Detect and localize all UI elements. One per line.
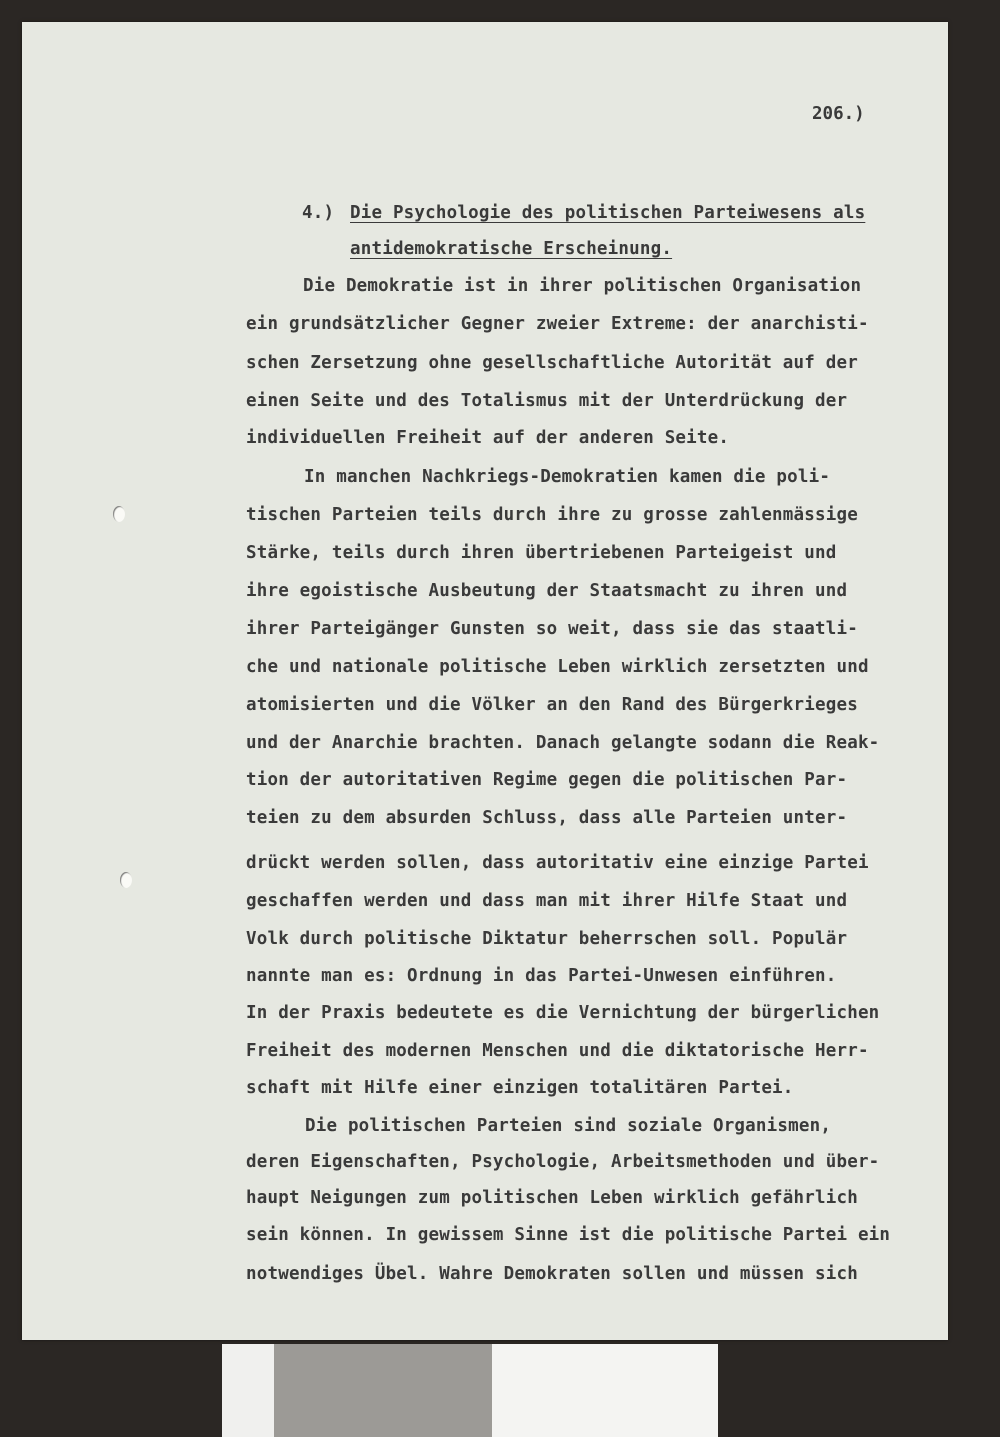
text-line: ihrer Parteigänger Gunsten so weit, dass sie das staatli- — [246, 619, 858, 639]
calibration-patch — [274, 1344, 492, 1437]
text-line: Freiheit des modernen Menschen und die diktatorische Herr- — [246, 1041, 869, 1061]
text-line: deren Eigenschaften, Psychologie, Arbeitsmethoden und über- — [246, 1152, 880, 1172]
text-line: tion der autoritativen Regime gegen die politischen Par- — [246, 770, 848, 790]
text-line: ein grundsätzlicher Gegner zweier Extreme: der anarchisti- — [246, 314, 869, 334]
text-line: Volk durch politische Diktatur beherrschen soll. Populär — [246, 929, 848, 949]
text-line: Die politischen Parteien sind soziale Organismen, — [305, 1116, 832, 1136]
text-line: In der Praxis bedeutete es die Vernichtung der bürgerlichen — [246, 1003, 880, 1023]
text-line: drückt werden sollen, dass autoritativ eine einzige Partei — [246, 853, 869, 873]
heading-title-line-1: Die Psychologie des politischen Parteiwesens als — [350, 203, 866, 223]
text-line: nannte man es: Ordnung in das Partei-Unwesen einführen. — [246, 966, 837, 986]
punch-hole-upper — [113, 506, 125, 522]
text-line: sein können. In gewissem Sinne ist die politische Partei ein — [246, 1225, 891, 1245]
text-line: In manchen Nachkriegs-Demokratien kamen die poli- — [304, 467, 831, 487]
text-line: und der Anarchie brachten. Danach gelangte sodann die Reak- — [246, 733, 880, 753]
text-line: Die Demokratie ist in ihrer politischen Organisation — [303, 276, 862, 296]
heading-title-line-2: antidemokratische Erscheinung. — [350, 239, 673, 259]
heading-number: 4.) — [302, 203, 335, 223]
calibration-patch — [222, 1344, 274, 1437]
calibration-patch — [492, 1344, 718, 1437]
punch-hole-lower — [120, 872, 132, 888]
text-line: geschaffen werden und dass man mit ihrer Hilfe Staat und — [246, 891, 848, 911]
text-line: che und nationale politische Leben wirklich zersetzten und — [246, 657, 869, 677]
text-line: atomisierten und die Völker an den Rand des Bürgerkrieges — [246, 695, 858, 715]
text-line: ihre egoistische Ausbeutung der Staatsmacht zu ihren und — [246, 581, 848, 601]
text-line: Stärke, teils durch ihren übertriebenen Parteigeist und — [246, 543, 837, 563]
text-line: notwendiges Übel. Wahre Demokraten sollen und müssen sich — [246, 1264, 858, 1284]
text-line: individuellen Freiheit auf der anderen Seite. — [246, 428, 730, 448]
color-calibration-strip — [222, 1344, 718, 1437]
text-line: einen Seite und des Totalismus mit der Unterdrückung der — [246, 391, 848, 411]
text-line: schen Zersetzung ohne gesellschaftliche Autorität auf der — [246, 353, 858, 373]
text-line: teien zu dem absurden Schluss, dass alle Parteien unter- — [246, 808, 848, 828]
text-line: schaft mit Hilfe einer einzigen totalitären Partei. — [246, 1078, 794, 1098]
page-number: 206.) — [812, 104, 865, 124]
text-line: tischen Parteien teils durch ihre zu grosse zahlenmässige — [246, 505, 858, 525]
text-line: haupt Neigungen zum politischen Leben wirklich gefährlich — [246, 1188, 858, 1208]
